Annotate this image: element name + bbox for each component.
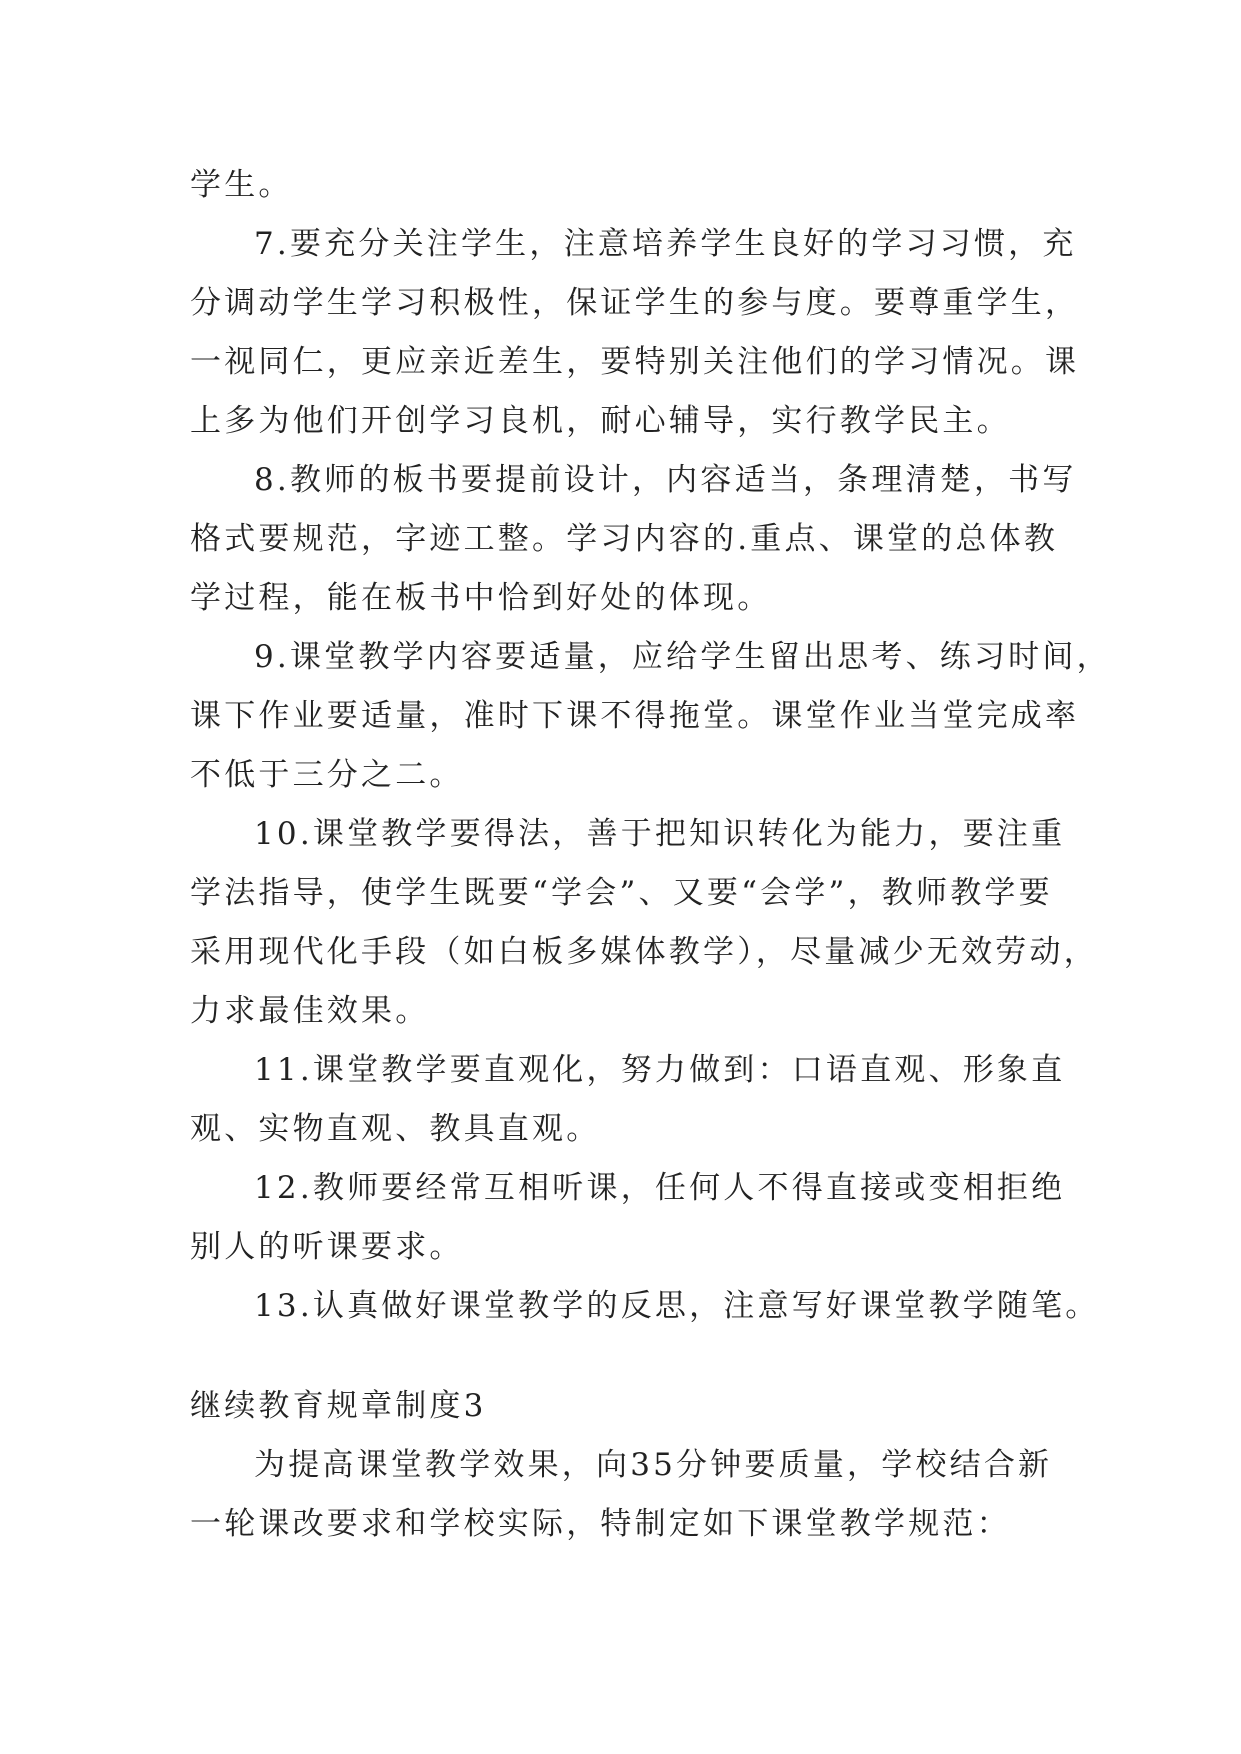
body-line: 13.认真做好课堂教学的反思，注意写好课堂教学随笔。 — [254, 1288, 1100, 1324]
body-line: 8.教师的板书要提前设计，内容适当，条理清楚，书写 — [254, 462, 1077, 498]
section-heading: 继续教育规章制度3 — [190, 1388, 487, 1424]
body-line: 不低于三分之二。 — [190, 757, 464, 793]
body-line: 别人的听课要求。 — [190, 1229, 464, 1265]
body-line: 学法指导，使学生既要“学会”、又要“会学”，教师教学要 — [190, 875, 1053, 911]
body-line: 学生。 — [190, 167, 293, 203]
body-line: 10.课堂教学要得法，善于把知识转化为能力，要注重 — [254, 816, 1066, 852]
body-line: 9.课堂教学内容要适量，应给学生留出思考、练习时间， — [254, 639, 1111, 675]
body-line: 为提高课堂教学效果，向35分钟要质量，学校结合新 — [254, 1447, 1053, 1483]
body-line: 课下作业要适量，准时下课不得拖堂。课堂作业当堂完成率 — [190, 698, 1080, 734]
body-line: 7.要充分关注学生，注意培养学生良好的学习习惯，充 — [254, 226, 1077, 262]
body-line: 力求最佳效果。 — [190, 993, 430, 1029]
body-line: 一视同仁，更应亲近差生，要特别关注他们的学习情况。课 — [190, 344, 1080, 380]
body-line: 分调动学生学习积极性，保证学生的参与度。要尊重学生， — [190, 285, 1080, 321]
body-line: 格式要规范，字迹工整。学习内容的.重点、课堂的总体教 — [190, 521, 1059, 557]
body-line: 采用现代化手段（如白板多媒体教学），尽量减少无效劳动， — [190, 934, 1098, 970]
body-line: 观、实物直观、教具直观。 — [190, 1111, 601, 1147]
body-line: 学过程，能在板书中恰到好处的体现。 — [190, 580, 772, 616]
body-line: 12.教师要经常互相听课，任何人不得直接或变相拒绝 — [254, 1170, 1066, 1206]
body-line: 上多为他们开创学习良机，耐心辅导，实行教学民主。 — [190, 403, 1011, 439]
body-line: 11.课堂教学要直观化，努力做到：口语直观、形象直 — [254, 1052, 1066, 1088]
body-line: 一轮课改要求和学校实际，特制定如下课堂教学规范： — [190, 1506, 1011, 1542]
